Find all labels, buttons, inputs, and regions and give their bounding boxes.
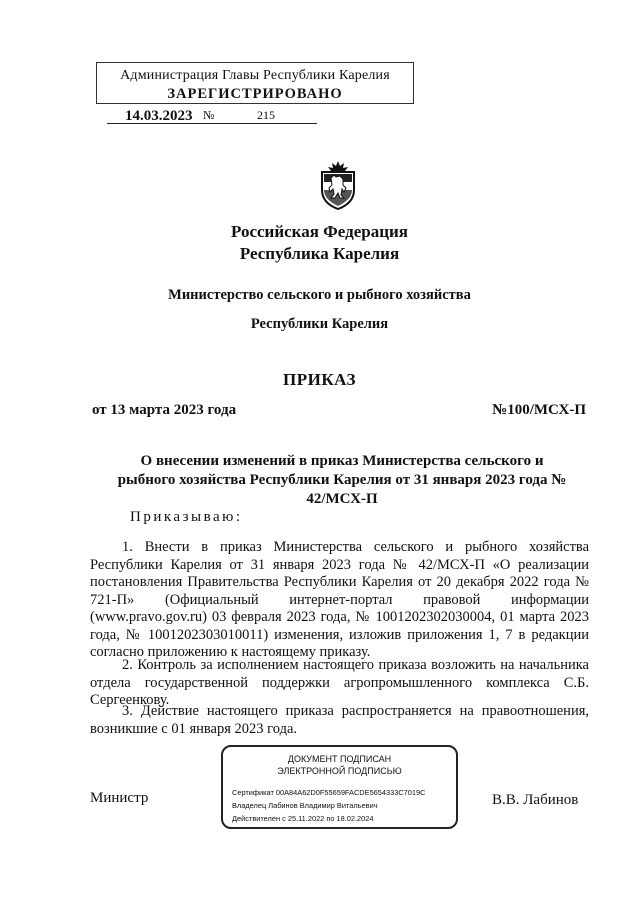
- esig-certificate: Сертификат 00A84A62D0F55659FACDE5654333C7019C: [232, 788, 426, 797]
- body-paragraph-2: 2. Контроль за исполнением настоящего приказа возложить на начальника отдела государственной поддержки агропромышленного комплекса С.Б. Сергеенкову.: [90, 657, 589, 708]
- registration-number: 215: [257, 108, 275, 122]
- doc-type-title: ПРИКАЗ: [283, 370, 356, 389]
- registration-authority: Администрация Главы Республики Карелия: [120, 68, 390, 83]
- esig-validity: Действителен с 25.11.2022 по 18.02.2024: [232, 814, 374, 823]
- body-paragraph-3: 3. Действие настоящего приказа распространяется на правоотношения, возникшие с 01 января 2023 года.: [90, 703, 589, 737]
- esig-title-1: ДОКУМЕНТ ПОДПИСАН: [287, 754, 392, 764]
- signer-name: В.В. Лабинов: [492, 792, 579, 808]
- electronic-signature-stamp: [221, 745, 458, 829]
- order-directive: Приказываю:: [130, 509, 243, 525]
- header-ministry-republic: Республики Карелия: [250, 316, 389, 332]
- header-ministry: Министерство сельского и рыбного хозяйства: [168, 287, 471, 303]
- signer-position: Министр: [90, 790, 149, 806]
- header-republic: Республика Карелия: [239, 244, 400, 263]
- body-paragraph-1: 1. Внести в приказ Министерства сельского и рыбного хозяйства Республики Карелия от 31 января 2023 года № 42/МСХ-П «О реализации постановления Правительства Республики Карелия от 20 декабря 2022 года № 721-П» (Официальный интернет-портал правовой информации (www.pravo.gov.ru) 03 февраля 2023 года, № 1001202302030004, 01 марта 2023 года, № 1001202303010011) изменения, изложив приложения 1, 7 в редакции согласно приложению к настоящему приказу.: [90, 539, 589, 660]
- esig-title-2: ЭЛЕКТРОННОЙ ПОДПИСЬЮ: [277, 766, 402, 776]
- order-subject: О внесении изменений в приказ Министерства сельского и рыбного хозяйства Республики Карелия от 31 января 2023 года № 42/МСХ-П: [117, 453, 567, 507]
- esig-owner: Владелец Лабинов Владимир Витальевич: [232, 801, 378, 810]
- order-number: №100/МСХ-П: [492, 402, 586, 418]
- registration-underline: [107, 123, 317, 124]
- registration-date: 14.03.2023: [125, 108, 193, 124]
- registration-number-label: №: [203, 108, 215, 122]
- header-country: Российская Федерация: [231, 222, 408, 241]
- registration-stamp: [96, 62, 414, 104]
- registration-status: ЗАРЕГИСТРИРОВАНО: [167, 86, 343, 102]
- registration-details: [107, 108, 317, 124]
- karelia-coat-of-arms-icon: [317, 160, 359, 210]
- order-date: от 13 марта 2023 года: [92, 402, 237, 418]
